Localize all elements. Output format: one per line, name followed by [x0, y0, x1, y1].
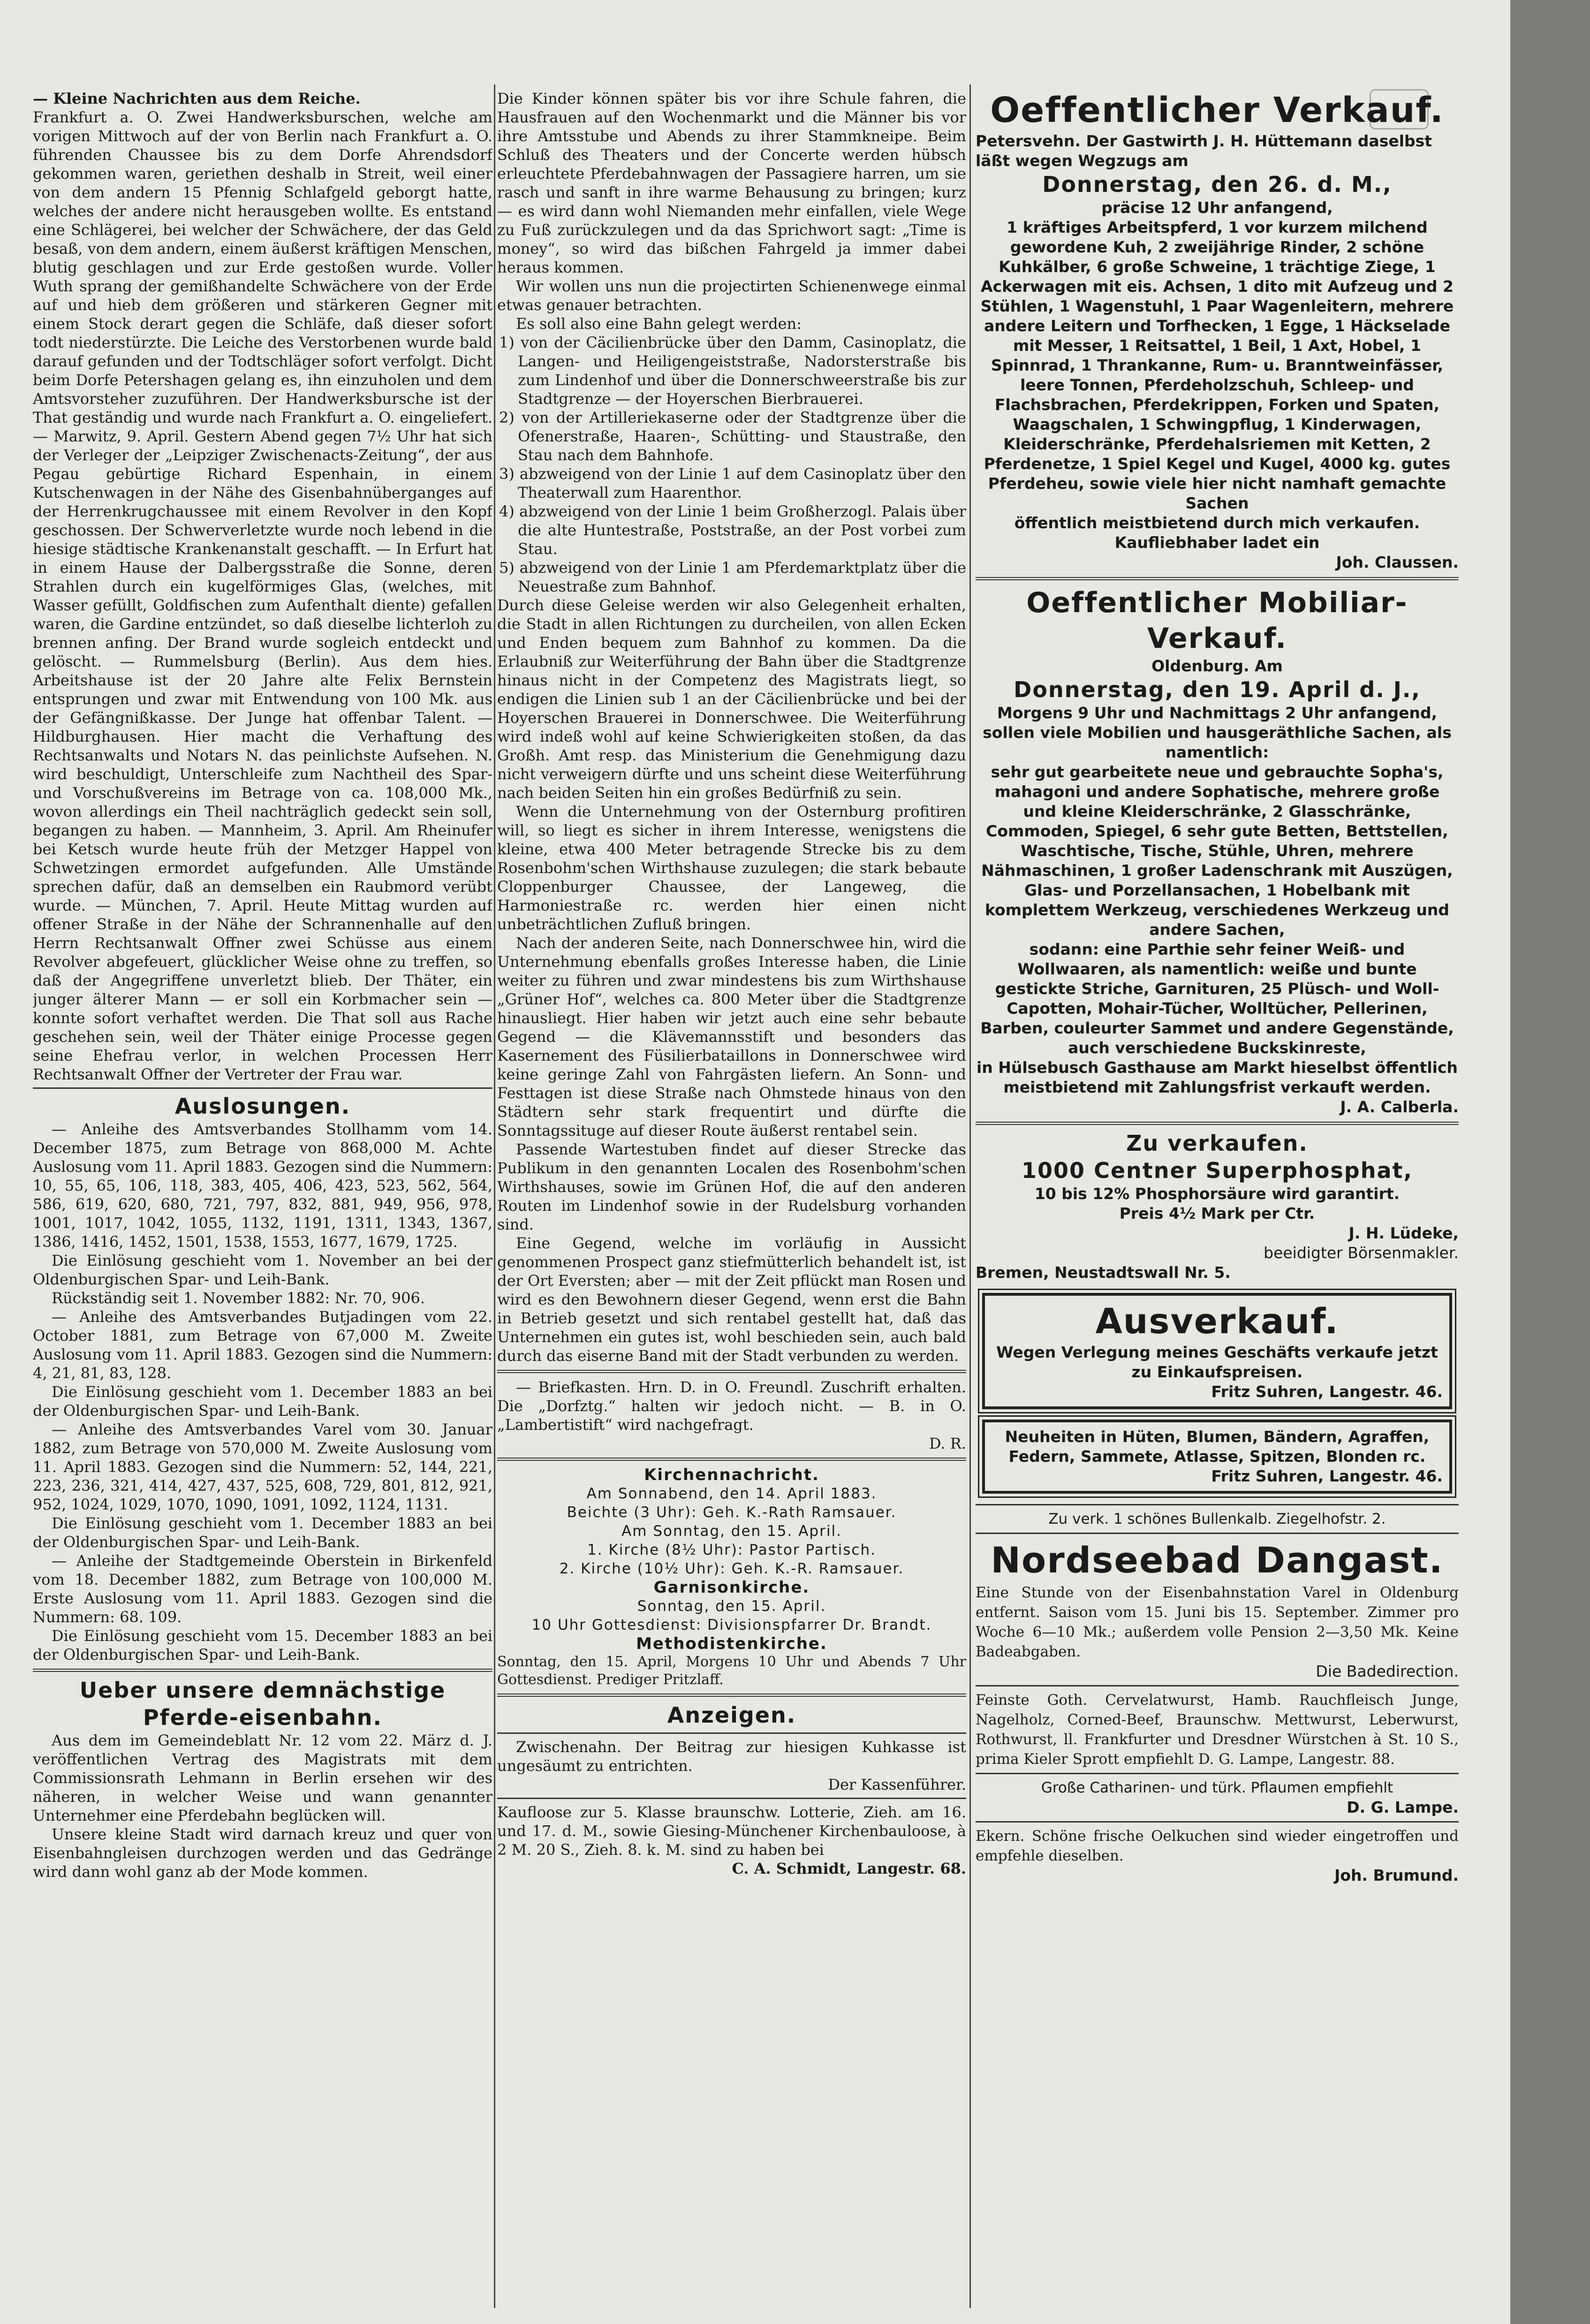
dangast-text: Eine Stunde von der Eisenbahnstation Varel in Oldenburg entfernt. Saison vom 15. Juni bis 15. September. Zimmer pro Woche 6—10 Mk.; außerdem volle Pension 2—3,50 Mk. Keine Badeabgaben. [976, 1584, 1459, 1660]
kirchen-line: Beichte (3 Uhr): Geh. K.-Rath Ramsauer. [567, 1504, 897, 1521]
verkauf-date: Donnerstag, den 26. d. M., [1042, 172, 1392, 197]
auslosung-paragraph: — Anleihe des Amtsverbandes Stollhamm vom 14. December 1875, zum Betrage von 868,000 M. Achte Auslosung vom 11. April 1883. Gezogen sind die Nummern: 10, 55, 65, 106, 118, 383, 405, 406, 423, 523, 562, 564, 586, 619, 620, 680, 721, 797, 832, 881, 949, 956, 978, 1001, 1017, 1042, 1055, 1132, 1191, 1311, 1343, 1367, 1386, 1416, 1452, 1501, 1538, 1553, 1677, 1679, 1725. [33, 1120, 492, 1251]
ekern-signature: Joh. Brumund. [1334, 1866, 1459, 1884]
route-item: 3) abzweigend von der Linie 1 auf dem Casinoplatz über den Theaterwall zum Haarenthor. [499, 465, 966, 501]
ekern-ad: Ekern. Schöne frische Oelkuchen sind wieder eingetroffen und empfehle dieselben. [976, 1828, 1459, 1864]
ausverkauf-line: Wegen Verlegung meines Geschäfts verkaufe jetzt zu Einkaufspreisen. [996, 1343, 1438, 1381]
auslosung-paragraph: Die Einlösung geschieht vom 1. December 1883 an bei der Oldenburgischen Spar- und Leih-Bank. [33, 1383, 492, 1420]
verkauf-intro: Petersvehn. Der Gastwirth J. H. Hüttemann daselbst läßt wegen Wegzugs am [976, 132, 1432, 170]
superphosphat-detail: Preis 4½ Mark per Ctr. [1119, 1204, 1315, 1223]
column-rule-2 [969, 84, 971, 2308]
route-item: 5) abzweigend von der Linie 1 am Pferdemarktplatz über die Neuestraße zum Bahnhof. [499, 559, 966, 595]
kirchen-line: Am Sonntag, den 15. April. [621, 1523, 842, 1540]
divider [976, 1821, 1459, 1823]
divider [976, 1504, 1459, 1505]
auslosung-paragraph: — Anleihe des Amtsverbandes Butjadingen vom 22. October 1881, zum Betrage von 67,000 M. Zweite Auslosung vom 11. April 1883. Gezogen sind die Nummern: 4, 21, 81, 83, 128. [33, 1308, 492, 1382]
divider [33, 1669, 492, 1672]
column-right [976, 89, 1459, 2308]
divider [976, 1773, 1459, 1774]
bullenkalb-ad: Zu verk. 1 schönes Bullenkalb. Ziegelhofstr. 2. [1048, 1511, 1386, 1527]
pferdeeisenbahn-paragraph: Passende Wartestuben findet auf dieser Strecke das Publikum in den genannten Localen des Rosenbohm'schen Wirthshauses, sowie im Grünen Hof, die auf den anderen Routen im Lindenhof sowie in der Rudelsburg vorhanden sind. [497, 1140, 966, 1233]
auslosungen-heading: Auslosungen. [174, 1094, 351, 1119]
superphosphat-signature: J. H. Lüdeke, [1348, 1224, 1459, 1242]
pferdeeisenbahn-paragraph: Wenn die Unternehmung von der Osternburg profitiren will, so liegt es sicher in ihrem Interesse, wenigstens die kleine, etwa 400 Meter betragende Strecke bis zu dem Rosenbohm'schen Wirthshause zuzulegen; die stark bebaute Cloppenburger Chaussee, der Langeweg, die Harmoniestraße rc. werden hier einen nicht unbeträchtlichen Zufluß bringen. [497, 803, 966, 933]
lampe-ad: Feinste Goth. Cervelatwurst, Hamb. Rauchfleisch Junge, Nagelholz, Corned-Beef, Braunschw. Mettwurst, Leberwurst, Rothwurst, ll. Frankfurter und Dresdner Würstchen à St. 10 S., prima Kieler Sprott empfiehlt D. G. Lampe, Langestr. 88. [976, 1692, 1459, 1768]
verkauf-line: öffentlich meistbietend durch mich verkaufen. [1014, 514, 1420, 532]
column-left [33, 89, 492, 2308]
divider [33, 1087, 492, 1089]
mobiliar-line: sollen viele Mobilien und hausgeräthliche Sachen, als namentlich: [983, 723, 1452, 761]
garnison-line: Sonntag, den 15. April. [637, 1598, 826, 1615]
mobiliar-line: Morgens 9 Uhr und Nachmittags 2 Uhr anfangend, [997, 704, 1438, 722]
pferdeeisenbahn-paragraph: Nach der anderen Seite, nach Donnerschwee hin, wird die Unternehmung ebenfalls großes Interesse haben, die Linie weiter zu führen und zwar mindestens bis zum Wirthshause „Grüner Hof“, welches ca. 800 Meter über die Stadtgrenze hinausliegt. Hier haben wir jetzt auch eine sehr bebaute Gegend — die Klävemannsstift und besonders das Kasernement des Füsilierbataillons in Donnerschwee wird keine geringe Zahl von Fahrgästen liefern. An Sonn- und Festtagen ist diese Straße nach Ohmstede hinaus von den Städtern sehr stark frequentirt und dürfte die Sonntagssituge auf dieser Route äußerst rentabel sein. [497, 934, 966, 1139]
neuheiten-line: Neuheiten in Hüten, Blumen, Bändern, Agraffen, Federn, Sammete, Atlasse, Spitzen, Blonden rc. [1005, 1428, 1430, 1466]
pflaumen-signature: D. G. Lampe. [1347, 1798, 1459, 1816]
pferdeeisenbahn-continued: Die Kinder können später bis vor ihre Schule fahren, die Hausfrauen auf den Wochenmarkt und die Männer bis vor ihre Amtsstube und Abends zu ihrer Stammkneipe. Beim Schluß des Theaters und der Concerte werden hübsch erleuchtete Pferdebahnwagen der Passagiere harren, um sie rasch und sanft in ihre warme Behausung zu bringen; kurz — es wird dann wohl Niemanden mehr einfallen, viele Wege zu Fuß zurückzulegen und da das Sprichwort sagt: „Time is money“, so wird das bißchen Fahrgeld ja immer dabei heraus kommen. [497, 90, 966, 276]
ausverkauf-box [982, 1293, 1452, 1409]
pflaumen-ad: Große Catharinen- und türk. Pflaumen empfiehlt [1041, 1779, 1393, 1796]
divider [497, 1798, 966, 1799]
mobiliar-items: sodann: eine Parthie sehr feiner Weiß- und Wollwaaren, als namentlich: weiße und bunte gestickte Striche, Garnituren, 25 Plüsch- und Woll-Capotten, Mohair-Tücher, Wolltücher, Pellerinen, Barben, couleurter Sammet und andere Gegenstände, auch verschiedene Buckskinreste, [980, 940, 1454, 1057]
pferdeeisenbahn-heading: Ueber unsere demnächstige Pferde-eisenbahn. [79, 1678, 446, 1730]
kaufloose-signature: C. A. Schmidt, Langestr. 68. [732, 1860, 966, 1877]
scan-background-edge [1510, 0, 1590, 2324]
auslosung-paragraph: Die Einlösung geschieht vom 15. December 1883 an bei der Oldenburgischen Spar- und Leih-Bank. [33, 1627, 492, 1663]
briefkasten-signature: D. R. [929, 1435, 966, 1452]
divider [976, 1685, 1459, 1686]
divider [976, 577, 1459, 580]
auslosung-paragraph: Die Einlösung geschieht vom 1. November an bei der Oldenburgischen Spar- und Leih-Bank. [33, 1252, 492, 1288]
mobiliar-signature: J. A. Calberla. [1340, 1098, 1459, 1116]
mobiliar-line: in Hülsebusch Gasthause am Markt hieselbst öffentlich meistbietend mit Zahlungsfrist verkauft werden. [976, 1058, 1458, 1096]
garnisonkirche-heading: Garnisonkirche. [653, 1578, 810, 1597]
pferdeeisenbahn-paragraph: Aus dem im Gemeindeblatt Nr. 12 vom 22. März d. J. veröffentlichen Vertrag des Magistrats mit dem Commissionsrath Lehmann in Berlin ersehen wir des näheren, in welcher Weise und wann genannter Unternehmer eine Pferdebahn beglücken will. [33, 1732, 492, 1824]
kirchen-line: 1. Kirche (8½ Uhr): Pastor Partisch. [587, 1542, 876, 1558]
auslosung-paragraph: — Anleihe der Stadtgemeinde Oberstein in Birkenfeld vom 18. December 1882, zum Betrage von 100,000 M. Erste Auslosung vom 11. April 1883. Gezogen sind die Nummern: 68. 109. [33, 1552, 492, 1626]
verkauf-items: 1 kräftiges Arbeitspferd, 1 vor kurzem milchend gewordene Kuh, 2 zweijährige Rinder, 2 schöne Kuhkälber, 6 große Schweine, 1 trächtige Ziege, 1 Ackerwagen mit eis. Achsen, 1 dito mit Aufzeug und 2 Stühlen, 1 Wagenstuhl, 1 Paar Wagenleitern, mehrere andere Leitern und Torfhecken, 1 Egge, 1 Häckselade mit Messer, 1 Reitsattel, 1 Beil, 1 Axt, Hobel, 1 Spinnrad, 1 Thrankanne, Rum- u. Branntweinfässer, leere Tonnen, Pferdeholzschuh, Schleep- und Flachsbrachen, Pferdekrippen, Forken und Spaten, Waagschalen, 1 Schwingpflug, 1 Kinderwagen, Kleiderschränke, Pferdehalsriemen mit Ketten, 2 Pferdenetze, 1 Spiel Kegel und Kugel, 4000 kg. gutes Pferdeheu, sowie viele hier nicht namhaft gemachte Sachen [980, 218, 1454, 512]
superphosphat-detail: 10 bis 12% Phosphorsäure wird garantirt. [1034, 1185, 1400, 1203]
verkauf-line: Kaufliebhaber ladet ein [1114, 533, 1320, 552]
column-rule-1 [494, 84, 495, 2308]
mobiliar-heading: Oeffentlicher Mobiliar-Verkauf. [1026, 586, 1408, 655]
divider [976, 1533, 1459, 1534]
divider [976, 1122, 1459, 1125]
divider [497, 1458, 966, 1461]
route-item: 2) von der Artilleriekaserne oder der Stadtgrenze über die Ofenerstraße, Haaren-, Schütting- und Staustraße, den Stau nach dem Bahnhofe. [499, 409, 966, 464]
verkauf-heading: Oeffentlicher Verkauf. [990, 90, 1444, 130]
divider [497, 1732, 966, 1734]
neuheiten-box [982, 1420, 1452, 1494]
mobiliar-intro: Oldenburg. Am [1151, 657, 1283, 675]
garnison-line: 10 Uhr Gottesdienst: Divisionspfarrer Dr. Brandt. [531, 1617, 932, 1633]
ausverkauf-signature: Fritz Suhren, Langestr. 46. [1211, 1382, 1443, 1401]
pferdeeisenbahn-paragraph: Wir wollen uns nun die projectirten Schienenwege einmal etwas genauer betrachten. [497, 277, 966, 314]
pferdeeisenbahn-paragraph: Durch diese Geleise werden wir also Gelegenheit erhalten, die Stadt in allen Richtungen zu durcheilen, von allen Ecken und Enden bequem zum Bahnhof zu kommen. Da die Erlaubniß zur Weiterführung der Bahn über die Stadtgrenze hinaus nicht in der Competenz des Magistrats liegt, so endigen die Linien sub 1 an der Cäcilienbrücke und bei der Hoyerschen Brauerei in Donnerschwee. Die Weiterführung wird indeß wohl auf keine Schwierigkeiten stoßen, da das Großh. Amt resp. das Ministerium die Genehmigung dazu nicht verweigern dürfte und uns scheint diese Weiterführung nach beiden Seiten hin ein großes Bedürfniß zu sein. [497, 596, 966, 802]
neuheiten-signature: Fritz Suhren, Langestr. 46. [1211, 1467, 1443, 1485]
briefkasten-text: — Briefkasten. Hrn. D. in O. Freundl. Zuschrift erhalten. Die „Dorfztg.“ halten wir jedoch nicht. — B. in O. „Lambertistift“ wird nachgefragt. [497, 1378, 966, 1434]
auslosung-paragraph: Rückständig seit 1. November 1882: Nr. 70, 906. [52, 1289, 425, 1307]
divider [497, 1694, 966, 1697]
superphosphat-address: Bremen, Neustadtswall Nr. 5. [976, 1263, 1231, 1282]
kaufloose-text: Kaufloose zur 5. Klasse braunschw. Lotterie, Zieh. am 16. und 17. d. M., sowie Giesing-Münchener Kirchenbauloose, à 2 M. 20 S., Zieh. 8. k. M. sind zu haben bei [497, 1803, 966, 1859]
pferdeeisenbahn-paragraph: Eine Gegend, welche im vorläufig in Aussicht genommenen Prospect ganz stiefmütterlich behandelt ist, ist der Ort Eversten; aber — mit der Zeit pflückt man Rosen und wird es den Bewohnern dieser Gegend, wenn erst die Bahn in Betrieb gesetzt und sich rentabel gestellt hat, daß das Unternehmen ein gutes ist, wohl beschieden sein, auch bald durch das eiserne Band mit der Stadt verbunden zu werden. [497, 1234, 966, 1365]
zu-verkaufen-heading: Zu verkaufen. [1126, 1131, 1308, 1156]
divider [497, 1370, 966, 1373]
mobiliar-items: sehr gut gearbeitete neue und gebrauchte Sopha's, mahagoni und andere Sophatische, mehrere große und kleine Kleiderschränke, 2 Glasschränke, Commoden, Spiegel, 6 sehr gute Betten, Bettstellen, Waschtische, Tische, Stühle, Uhren, mehrere Nähmaschinen, 1 großer Ladenschrank mit Auszügen, Glas- und Porzellansachen, 1 Hobelbank mit komplettem Werkzeug, verschiedenes Werkzeug und andere Sachen, [981, 763, 1453, 939]
route-list [497, 333, 966, 596]
zwischenahn-signature: Der Kassenführer. [828, 1776, 966, 1793]
auslosung-paragraph: — Anleihe des Amtsverbandes Varel vom 30. Januar 1882, zum Betrage von 570,000 M. Zweite Auslosung vom 11. April 1883. Gezogen sind die Nummern: 52, 144, 221, 223, 236, 321, 414, 427, 437, 525, 608, 729, 801, 812, 921, 952, 1024, 1029, 1070, 1090, 1091, 1092, 1124, 1131. [33, 1420, 492, 1513]
superphosphat-line: 1000 Centner Superphosphat, [1022, 1158, 1413, 1183]
kirchennachricht-heading: Kirchennachricht. [644, 1466, 819, 1484]
ausverkauf-heading: Ausverkauf. [1095, 1301, 1339, 1342]
pferdeeisenbahn-paragraph: Es soll also eine Bahn gelegt werden: [516, 315, 802, 333]
kirchen-line: 2. Kirche (10½ Uhr): Geh. K.-R. Ramsauer. [559, 1560, 904, 1577]
column-middle [497, 89, 966, 2308]
route-item: 4) abzweigend von der Linie 1 beim Großherzogl. Palais über die alte Huntestraße, Poststraße, an der Post vorbei zum Stau. [499, 502, 966, 558]
anzeigen-heading: Anzeigen. [667, 1702, 796, 1728]
kleine-nachrichten-heading: — Kleine Nachrichten aus dem Reiche. [33, 90, 361, 107]
kirchen-line: Am Sonnabend, den 14. April 1883. [586, 1485, 877, 1502]
pferdeeisenbahn-paragraph: Unsere kleine Stadt wird darnach kreuz und quer von Eisenbahngleisen durchzogen werden und das Gedränge wird dann wohl ganz ab der Mode kommen. [33, 1825, 492, 1881]
methodistenkirche-heading: Methodistenkirche. [636, 1634, 827, 1653]
verkauf-line: präcise 12 Uhr anfangend, [1101, 198, 1333, 217]
auslosung-paragraph: Die Einlösung geschieht vom 1. December 1883 an bei der Oldenburgischen Spar- und Leih-Bank. [33, 1514, 492, 1551]
zwischenahn-text: Zwischenahn. Der Beitrag zur hiesigen Kuhkasse ist ungesäumt zu entrichten. [497, 1738, 966, 1775]
mobiliar-date: Donnerstag, den 19. April d. J., [1014, 677, 1421, 702]
methodisten-line: Sonntag, den 15. April, Morgens 10 Uhr und Abends 7 Uhr Gottesdienst. Prediger Pritzlaff. [497, 1654, 966, 1688]
superphosphat-title: beeidigter Börsenmakler. [1264, 1244, 1459, 1262]
verkauf-signature: Joh. Claussen. [1336, 553, 1459, 571]
dangast-heading: Nordseebad Dangast. [991, 1539, 1444, 1581]
kleine-nachrichten-text: Frankfurt a. O. Zwei Handwerksburschen, welche am vorigen Mittwoch auf der von Berlin nach Frankfurt a. O. führenden Chaussee bis zu dem Dorfe Ahrendsdorf gekommen waren, geriethen deshalb in Streit, weil einer von dem andern 15 Pfennig Schlafgeld geborgt hatte, welches der andere nicht herausgeben wollte. Es entstand eine Schlägerei, bei welcher der Schwächere, der das Geld besaß, von dem andern, einem äußerst kräftigen Menschen, blutig geschlagen und zur Erde gestoßen wurde. Voller Wuth sprang der gemißhandelte Schwächere von der Erde auf und hieb dem größeren und stärkeren Gegner mit einem Stock derart gegen die Schläfe, daß dieser sofort todt niederstürzte. Die Leiche des Verstorbenen wurde bald darauf gefunden und der Todtschläger sofort verfolgt. Dicht beim Dorfe Petershagen gelang es, ihn einzuholen und dem Amtsvorsteher zuzuführen. Der Handwerksbursche ist der That geständig und wurde nach Frankfurt a. O. eingeliefert. — Marwitz, 9. April. Gestern Abend gegen 7½ Uhr hat sich der Verleger der „Leipziger Zwischenacts-Zeitung“, der aus Pegau gebürtige Richard Espenhain, in einem Kutschenwagen in der Nähe des Gisenbahnüberganges auf der Herrenkrugchaussee mit einem Revolver in den Kopf geschossen. Der Schwerverletzte wurde noch lebend in die hiesige städtische Krankenanstalt geschafft. — In Erfurt hat in einem Hause der Dalbergsstraße die Sonne, deren Strahlen durch ein kugelförmiges Glas, (welches, mit Wasser gefüllt, Goldfischen zum Aufenthalt diente) gefallen waren, die Gardine entzündet, so daß dieselbe lichterloh zu brennen anfing. Der Brand wurde sogleich entdeckt und gelöscht. — Rummelsburg (Berlin). Aus dem hies. Arbeitshause ist der 20 Jahre alte Felix Bernstein entsprungen und zwar mit Entwendung von 100 Mk. aus der Gefängnißkasse. Der Junge hat offenbar Talent. — Hildburghausen. Hier macht die Verhaftung des Rechtsanwalts und Notars N. das peinlichste Aufsehen. N. wird beschuldigt, Unterschleife zum Nachtheil des Spar- und Vorschußvereins im Betrage von ca. 108,000 Mk., wovon allerdings ein Theil nachträglich gedeckt sein soll, begangen zu haben. — Mannheim, 3. April. Am Rheinufer bei Ketsch wurde heute früh der Metzger Happel von Schwetzingen ermordet aufgefunden. Alle Umstände sprechen dafür, daß an demselben ein Raubmord verübt wurde. — München, 7. April. Heute Mittag wurden auf offener Straße in der Nähe der Schrannenhalle auf den Herrn Rechtsanwalt Offner zwei Schüsse aus einem Revolver abgefeuert, glücklicher Weise ohne zu treffen, so daß der Angegriffene unverletzt blieb. Der Thäter, ein junger älterer Mann — er soll ein Korbmacher sein — konnte sofort verhaftet werden. Die That soll aus Rache geschehen sein, weil der Thäter einige Processe gegen seine Ehefrau verlor, in welchen Processen Herr Rechtsanwalt Offner der Vertreter der Frau war. [33, 108, 492, 1083]
route-item: 1) von der Cäcilienbrücke über den Damm, Casinoplatz, die Langen- und Heiligengeiststraße, Nadorsterstraße bis zum Lindenhof und über die Donnerschweerstraße bis zur Stadtgrenze — der Hoyerschen Bierbrauerei. [499, 334, 966, 408]
dangast-signature: Die Badedirection. [1316, 1662, 1459, 1680]
